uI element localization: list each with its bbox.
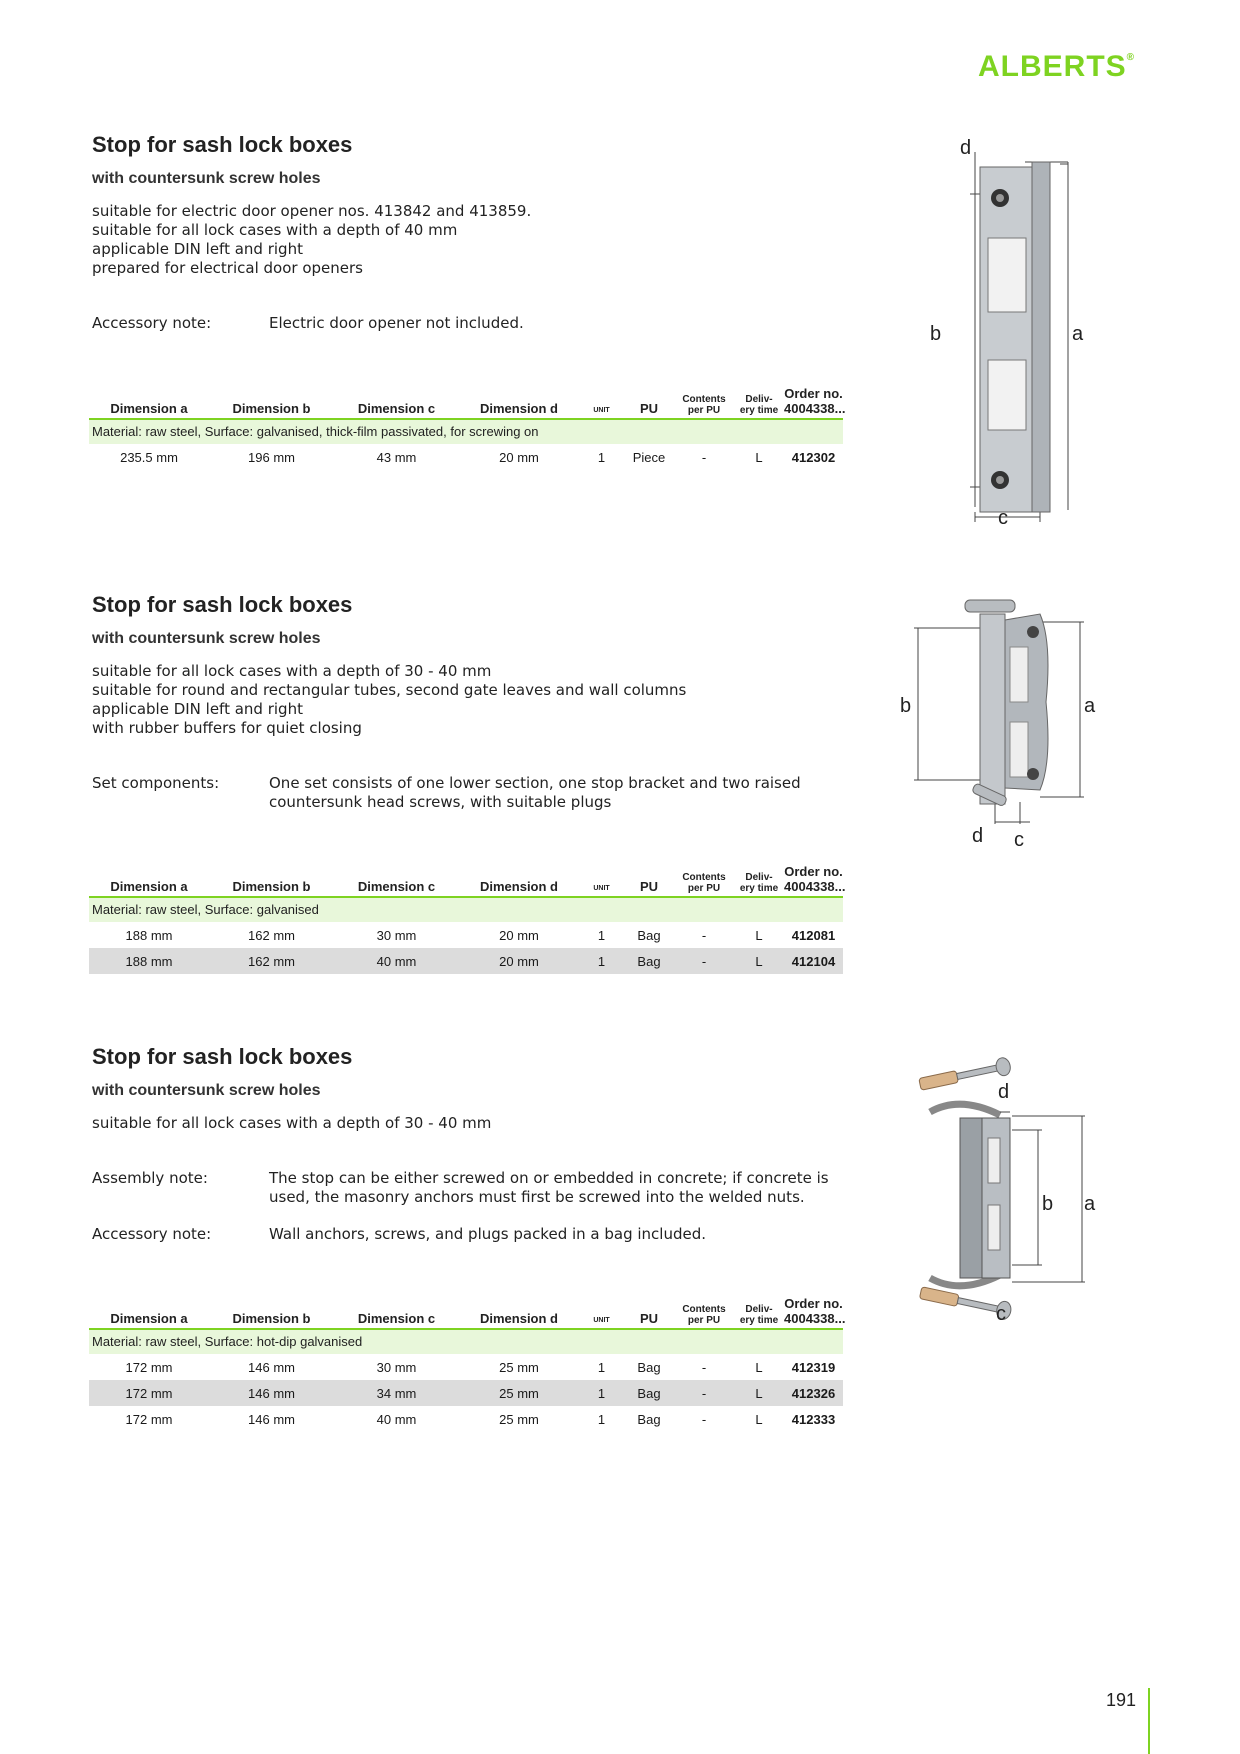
header-delivery: Deliv- ery time [739,1304,779,1326]
cell-unit: 1 [597,1360,606,1375]
cell-dim-a: 188 mm [125,928,173,943]
cell-dim-a: 235.5 mm [120,450,178,465]
cell-contents: - [701,1412,707,1427]
cell-pu: Bag [637,954,661,969]
cell-dim-a: 188 mm [125,954,173,969]
header-delivery: Deliv- ery time [739,872,779,894]
header-contents: Contents per PU [682,872,726,894]
label-c: c [1014,829,1024,851]
table-header [89,1294,846,1330]
cell-delivery: L [755,928,763,943]
cell-order-no: 412081 [791,928,836,943]
product-title: Stop for sash lock boxes [92,1044,353,1069]
desc-line: suitable for round and rectangular tubes, second gate leaves and wall columns [92,681,687,699]
cell-pu: Bag [637,1412,661,1427]
table-header [89,384,846,420]
material-row: Material: raw steel, Surface: galvanised [89,898,843,922]
cell-dim-d: 25 mm [499,1360,539,1375]
header-dim-c: Dimension c [357,879,436,894]
cell-dim-c: 30 mm [376,928,417,943]
note-value: One set consists of one lower section, one stop bracket and two raised countersunk head screws, with suitable plugs [269,774,801,811]
product-image-3 [900,1050,1120,1340]
cell-unit: 1 [597,1386,606,1401]
label-b: b [900,695,912,717]
label-a: a [1084,695,1096,717]
cell-dim-c: 30 mm [376,1360,417,1375]
cell-dim-d: 25 mm [499,1386,539,1401]
header-dim-b: Dimension b [232,1311,311,1326]
cell-dim-c: 40 mm [376,1412,417,1427]
header-delivery: Deliv- ery time [739,394,779,416]
cell-dim-b: 196 mm [248,450,295,465]
note-value: Wall anchors, screws, and plugs packed in a bag included. [269,1225,707,1243]
cell-pu: Bag [637,1360,661,1375]
table-row [89,948,843,974]
product-table-2 [89,862,846,974]
cell-pu: Bag [637,1386,661,1401]
header-dim-a: Dimension a [110,879,188,894]
header-dim-c: Dimension c [357,1311,436,1326]
product-subtitle: with countersunk screw holes [92,630,321,647]
header-unit: UNIT [593,1317,610,1324]
header-dim-a: Dimension a [110,401,188,416]
cell-dim-d: 20 mm [499,954,539,969]
page-number: 191 [1106,1690,1137,1710]
note-label: Set components: [92,774,220,792]
cell-order-no: 412319 [791,1360,836,1375]
product-subtitle: with countersunk screw holes [92,1082,321,1099]
product-image-2 [900,592,1120,852]
label-c: c [996,1303,1006,1325]
note-label: Accessory note: [92,314,212,332]
header-dim-c: Dimension c [357,401,436,416]
material-row: Material: raw steel, Surface: galvanised, thick-film passivated, for screwing on [89,420,843,444]
cell-dim-b: 146 mm [248,1412,295,1427]
cell-contents: - [701,954,707,969]
cell-dim-a: 172 mm [125,1412,173,1427]
cell-dim-a: 172 mm [125,1360,173,1375]
cell-order-no: 412104 [791,954,836,969]
cell-order-no: 412302 [791,450,836,465]
label-a: a [1072,323,1084,345]
table-row [89,922,843,948]
cell-order-no: 412333 [791,1412,836,1427]
product-title: Stop for sash lock boxes [92,132,353,157]
header-contents: Contents per PU [682,394,726,416]
product-table-1 [89,384,846,470]
table-row [89,444,843,470]
cell-unit: 1 [597,450,606,465]
header-dim-b: Dimension b [232,401,311,416]
header-pu: PU [639,879,659,894]
cell-contents: - [701,1360,707,1375]
desc-line: suitable for electric door opener nos. 413842 and 413859. [92,202,532,220]
note-value: Electric door opener not included. [269,314,524,332]
cell-dim-b: 146 mm [248,1386,295,1401]
header-pu: PU [639,1311,659,1326]
cell-unit: 1 [597,1412,606,1427]
brand-logo: ALBERTS® [978,50,1136,83]
cell-pu: Bag [637,928,661,943]
header-order: Order no. 4004338... [784,864,846,894]
label-b: b [1042,1193,1054,1215]
desc-line: with rubber buffers for quiet closing [92,719,362,737]
cell-dim-b: 162 mm [248,928,295,943]
label-d: d [972,825,984,847]
cell-dim-c: 34 mm [376,1386,417,1401]
cell-contents: - [701,1386,707,1401]
cell-dim-d: 20 mm [499,928,539,943]
label-c: c [998,507,1008,529]
desc-line: prepared for electrical door openers [92,259,363,277]
product-subtitle: with countersunk screw holes [92,170,321,187]
page-number-bar [1148,1688,1150,1754]
cell-dim-b: 162 mm [248,954,295,969]
label-d: d [998,1081,1010,1103]
table-row [89,1406,843,1432]
table-header [89,862,846,898]
cell-delivery: L [755,450,763,465]
cell-pu: Piece [632,450,666,465]
label-a: a [1084,1193,1096,1215]
product-title: Stop for sash lock boxes [92,592,353,617]
table-row [89,1354,843,1380]
cell-unit: 1 [597,954,606,969]
note-label: Assembly note: [92,1169,208,1187]
header-contents: Contents per PU [682,1304,726,1326]
cell-dim-d: 25 mm [499,1412,539,1427]
cell-order-no: 412326 [791,1386,836,1401]
header-order: Order no. 4004338... [784,1296,846,1326]
desc-line: suitable for all lock cases with a depth of 40 mm [92,221,458,239]
header-dim-b: Dimension b [232,879,311,894]
cell-dim-c: 43 mm [376,450,417,465]
header-pu: PU [639,401,659,416]
cell-contents: - [701,450,707,465]
cell-delivery: L [755,1386,763,1401]
header-unit: UNIT [593,407,610,414]
cell-delivery: L [755,1412,763,1427]
cell-delivery: L [755,1360,763,1375]
note-value: The stop can be either screwed on or embedded in concrete; if concrete is used, the masonry anchors must first be screwed into the welded nuts. [269,1169,829,1206]
table-row [89,1380,843,1406]
label-d: d [960,137,972,159]
desc-line: suitable for all lock cases with a depth of 30 - 40 mm [92,662,492,680]
desc-line: applicable DIN left and right [92,700,303,718]
header-dim-d: Dimension d [479,879,558,894]
product-table-3 [89,1294,846,1432]
header-dim-d: Dimension d [479,401,558,416]
label-b: b [930,323,942,345]
note-label: Accessory note: [92,1225,212,1243]
cell-dim-a: 172 mm [125,1386,173,1401]
header-dim-d: Dimension d [479,1311,558,1326]
header-order: Order no. 4004338... [784,386,846,416]
product-image-1 [920,132,1110,532]
desc-line: suitable for all lock cases with a depth of 30 - 40 mm [92,1114,492,1132]
cell-delivery: L [755,954,763,969]
cell-unit: 1 [597,928,606,943]
cell-dim-d: 20 mm [499,450,539,465]
header-unit: UNIT [593,885,610,892]
cell-contents: - [701,928,707,943]
header-dim-a: Dimension a [110,1311,188,1326]
cell-dim-c: 40 mm [376,954,417,969]
cell-dim-b: 146 mm [248,1360,295,1375]
desc-line: applicable DIN left and right [92,240,303,258]
material-row: Material: raw steel, Surface: hot-dip galvanised [89,1330,843,1354]
